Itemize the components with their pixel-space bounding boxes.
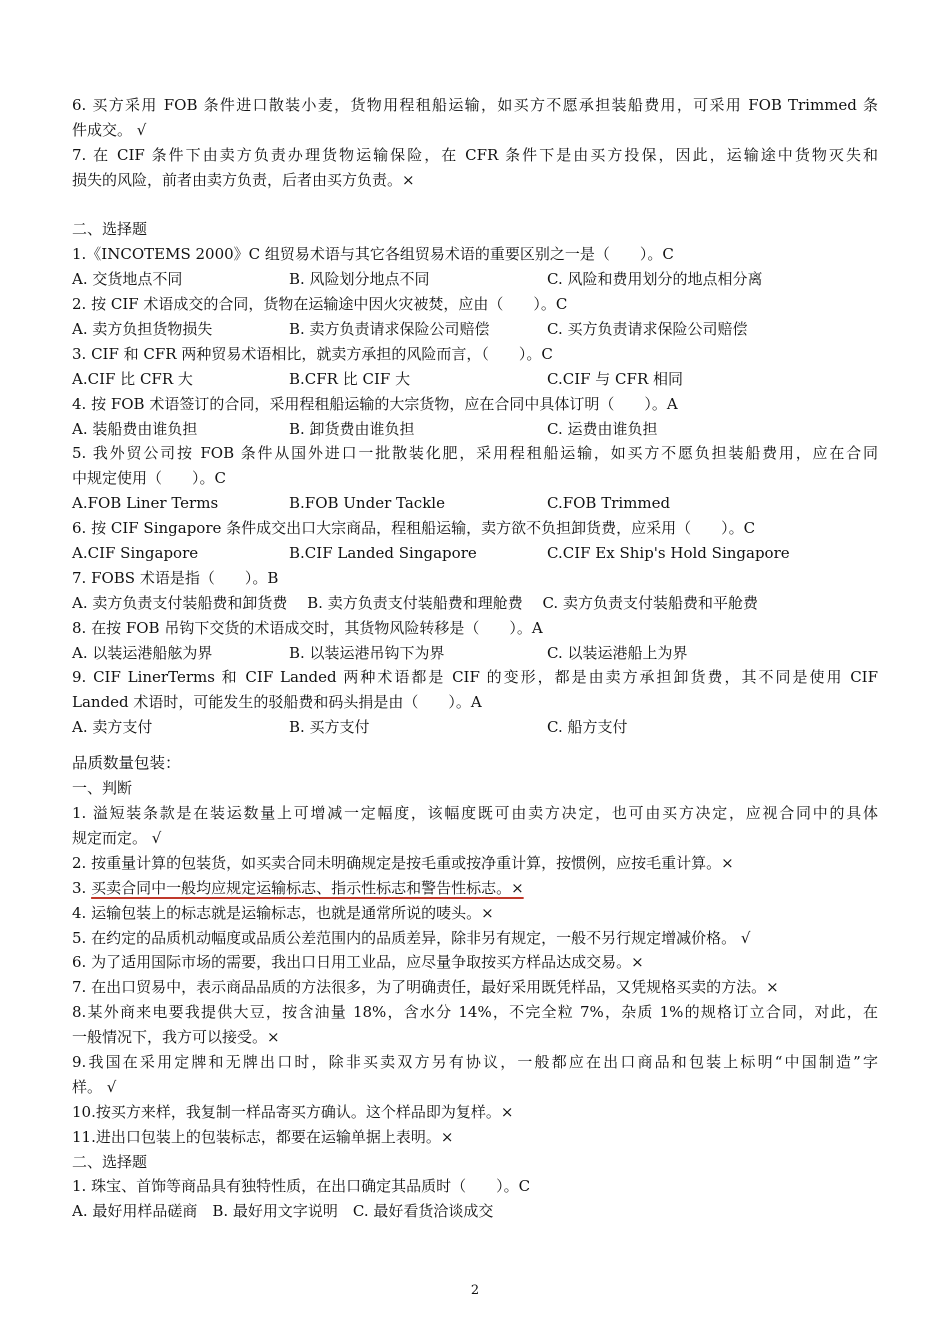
spacer: [72, 193, 878, 218]
option-c: C.FOB Trimmed: [547, 494, 671, 513]
quality-judge-q3: [72, 876, 878, 901]
judge-q6-line1: 6. 买方采用 FOB 条件进口散装小麦，货物用程租船运输，如买方不愿承担装船费用，可采用 FOB Trimmed 条: [72, 96, 878, 114]
choice-q7-options: A. 卖方负责支付装船费和卸货费 B. 卖方负责支付装船费和理舱费 C. 卖方负责支付装船费和平舱费: [72, 593, 758, 612]
choice-q4-options: [72, 417, 878, 442]
option-b: B. 卖方负责请求保险公司赔偿: [289, 320, 490, 339]
choice-q4: 4. 按 FOB 术语签订的合同，采用程租船运输的大宗货物，应在合同中具体订明（ ）。A: [72, 394, 678, 413]
quality-judge-q10: 10.按买方来样，我复制一样品寄买方确认。这个样品即为复样。×: [72, 1102, 514, 1121]
option-c: C. 船方支付: [547, 718, 628, 737]
choice-q8-options: [72, 641, 878, 666]
option-a: A.CIF Singapore: [72, 544, 199, 563]
option-b: B. 风险划分地点不同: [289, 270, 430, 289]
quality-judge-q9-line1: 9.我国在采用定牌和无牌出口时，除非买卖双方另有协议，一般都应在出口商品和包装上标明“中国制造”字: [72, 1052, 878, 1071]
quality-choice-q1-options: A. 最好用样品磋商 B. 最好用文字说明 C. 最好看货洽谈成交: [72, 1202, 494, 1221]
section-heading-quality: 品质数量包装：: [72, 754, 181, 773]
choice-q9-options: [72, 715, 878, 740]
choice-q8: 8. 在按 FOB 吊钩下交货的术语成交时，其货物风险转移是（ ）。A: [72, 618, 543, 637]
choice-q5-line2: 中规定使用（ ）。C: [72, 469, 226, 488]
option-a: A. 装船费由谁负担: [72, 419, 198, 438]
quality-judge-q3-underlined-text: 买卖合同中一般均应规定运输标志、指示性标志和警告性标志。×: [91, 878, 524, 897]
choice-q3-options: [72, 367, 878, 392]
option-a: A.FOB Liner Terms: [72, 494, 219, 513]
option-c: C. 以装运港船上为界: [547, 643, 688, 662]
option-b: B.CFR 比 CIF 大: [289, 369, 411, 388]
choice-q7: 7. FOBS 术语是指（ ）。B: [72, 568, 279, 587]
judge-q6-line2: 件成交。 √: [72, 120, 147, 139]
quality-judge-q5: 5. 在约定的品质机动幅度或品质公差范围内的品质差异，除非另有规定，一般不另行规定增减价格。 √: [72, 928, 751, 947]
option-b: B.CIF Landed Singapore: [289, 544, 477, 563]
choice-q9-line1: 9. CIF LinerTerms 和 CIF Landed 两种术语都是 CIF 的变形，都是由卖方承担卸货费，其不同是使用 CIF: [72, 668, 878, 687]
choice-q6-options: [72, 541, 878, 566]
choice-q2: 2. 按 CIF 术语成交的合同，货物在运输途中因火灾被焚，应由（ ）。C: [72, 295, 568, 314]
quality-judge-q2: 2. 按重量计算的包装货，如买卖合同未明确规定是按毛重或按净重计算，按惯例，应按毛重计算。×: [72, 853, 734, 872]
choice-q1: 1.《INCOTEMS 2000》C 组贸易术语与其它各组贸易术语的重要区别之一是（ ）。C: [72, 245, 674, 264]
document-body: [72, 93, 878, 1224]
quality-judge-q1-line1: 1. 溢短装条款是在装运数量上可增减一定幅度，该幅度既可由卖方决定，也可由买方决定，应视合同中的具体: [72, 804, 878, 823]
quality-choice-q1: 1. 珠宝、首饰等商品具有独特性质，在出口确定其品质时（ ）。C: [72, 1177, 531, 1196]
option-c: C. 风险和费用划分的地点相分离: [547, 270, 763, 289]
option-a: A. 以装运港船舷为界: [72, 643, 213, 662]
quality-judge-q8-line1: 8.某外商来电要我提供大豆，按含油量 18%，含水分 14%，不完全粒 7%，杂质 1%的规格订立合同，对此，在: [72, 1003, 878, 1022]
quality-judge-q11: 11.进出口包装上的包装标志，都要在运输单据上表明。×: [72, 1127, 454, 1146]
page-number: 2: [470, 1283, 480, 1298]
choice-q2-options: [72, 317, 878, 342]
choice-q1-options: [72, 267, 878, 292]
option-b: B. 卸货费由谁负担: [289, 419, 415, 438]
option-a: A. 卖方支付: [72, 718, 153, 737]
option-b: B. 买方支付: [289, 718, 370, 737]
judge-q7-line1: 7. 在 CIF 条件下由卖方负责办理货物运输保险，在 CFR 条件下是由买方投保，因此，运输途中货物灭失和: [72, 145, 878, 164]
option-c: C. 买方负责请求保险公司赔偿: [547, 320, 748, 339]
option-a: A. 卖方负担货物损失: [72, 320, 213, 339]
section-title-judge: 一、判断: [72, 779, 133, 798]
option-c: C.CIF Ex Ship's Hold Singapore: [547, 544, 790, 563]
quality-judge-q3-number: 3.: [72, 878, 92, 897]
quality-judge-q7: 7. 在出口贸易中，表示商品品质的方法很多，为了明确责任，最好采用既凭样品，又凭规格买卖的方法。×: [72, 978, 779, 997]
quality-judge-q8-line2: 一般情况下，我方可以接受。×: [72, 1028, 280, 1047]
option-c: C. 运费由谁负担: [547, 419, 658, 438]
choice-q6: 6. 按 CIF Singapore 条件成交出口大宗商品，程租船运输，卖方欲不负担卸货费，应采用（ ）。C: [72, 519, 756, 538]
option-b: B.FOB Under Tackle: [289, 494, 445, 513]
section-title-choice: 二、选择题: [72, 220, 148, 239]
option-c: C.CIF 与 CFR 相同: [547, 369, 684, 388]
option-a: A.CIF 比 CFR 大: [72, 369, 193, 388]
option-a: A. 交货地点不同: [72, 270, 183, 289]
quality-judge-q9-line2: 样。 √: [72, 1077, 117, 1096]
choice-q9-line2: Landed 术语时，可能发生的驳船费和码头捐是由（ ）。A: [72, 693, 482, 712]
choice-q3: 3. CIF 和 CFR 两种贸易术语相比，就卖方承担的风险而言，（ ）。C: [72, 344, 553, 363]
option-b: B. 以装运港吊钩下为界: [289, 643, 445, 662]
quality-judge-q6: 6. 为了适用国际市场的需要，我出口日用工业品，应尽量争取按买方样品达成交易。×: [72, 953, 644, 972]
quality-judge-q4: 4. 运输包装上的标志就是运输标志，也就是通常所说的唛头。×: [72, 903, 494, 922]
choice-q5-options: [72, 491, 878, 516]
judge-q7-line2: 损失的风险，前者由卖方负责，后者由买方负责。×: [72, 170, 415, 189]
quality-judge-q1-line2: 规定而定。 √: [72, 828, 162, 847]
section-title-quality-choice: 二、选择题: [72, 1152, 148, 1171]
choice-q5-line1: 5. 我外贸公司按 FOB 条件从国外进口一批散装化肥，采用程租船运输，如买方不愿负担装船费用，应在合同: [72, 444, 878, 463]
